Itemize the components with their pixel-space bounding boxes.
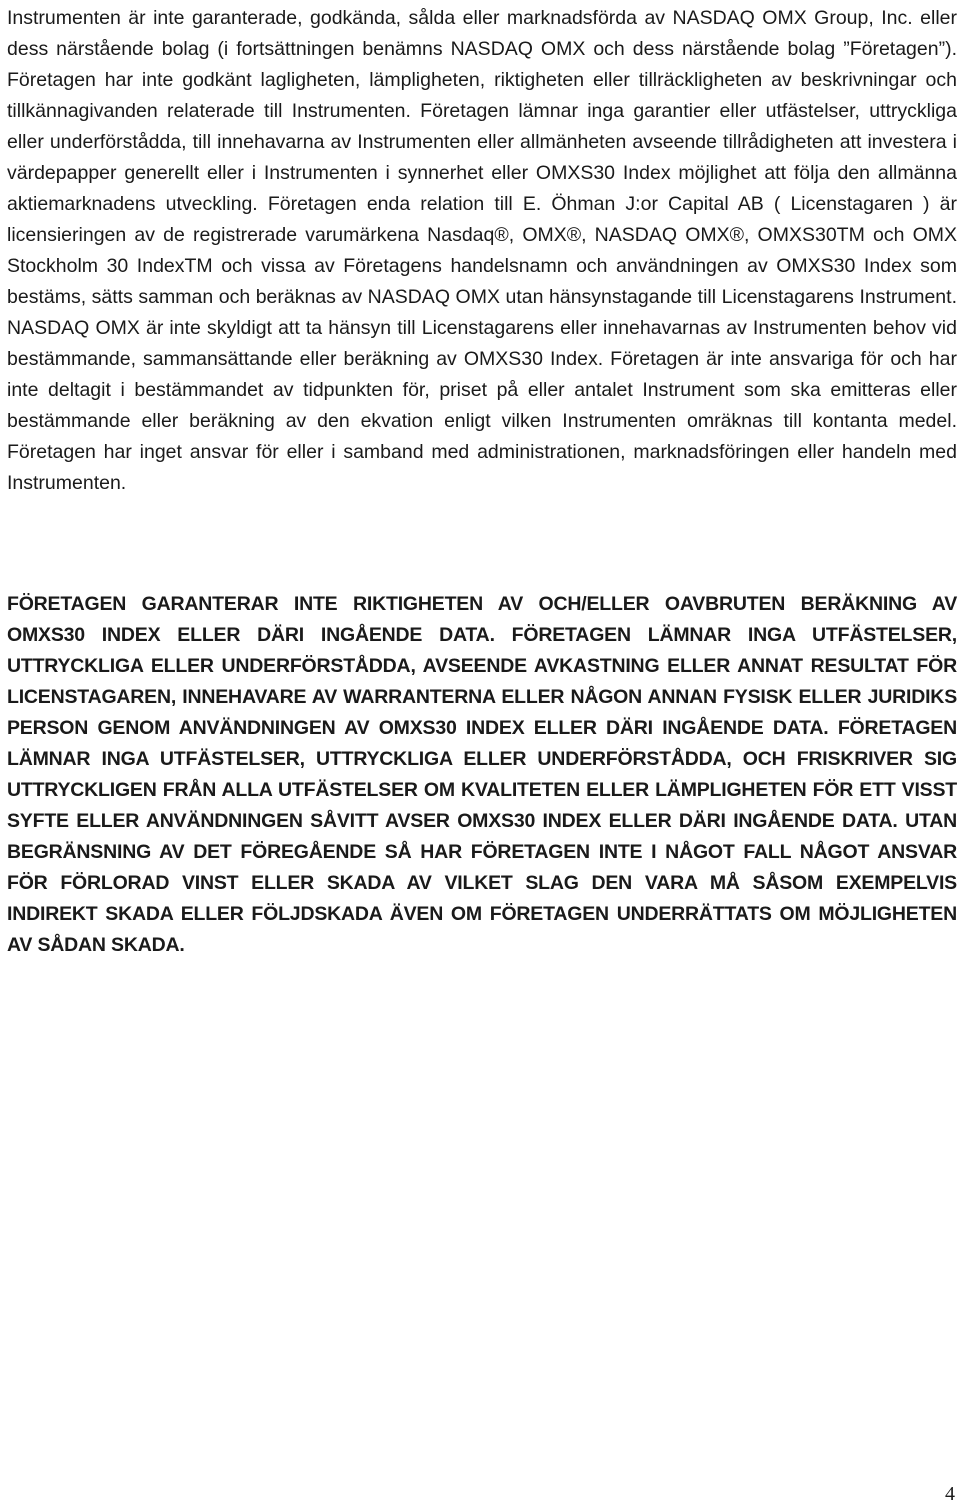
page-number: 4 — [945, 1483, 955, 1505]
license-disclaimer-paragraph: Instrumenten är inte garanterade, godkända, sålda eller marknadsförda av NASDAQ OMX Group, Inc. eller dess närstående bolag (i fortsättningen benämns NASDAQ OMX och dess närstående bolag ”Företagen”). Företagen har inte godkänt lagligheten, lämpligheten, riktigheten eller tillräckligheten av beskrivningar och tillkännagivanden relaterade till Instrumenten. Företagen lämnar inga garantier eller utfästelser, uttryckliga eller underförstådda, till innehavarna av Instrumenten eller allmänheten avseende tillrådigheten att investera i värdepapper generellt eller i Instrumenten i synnerhet eller OMXS30 Index möjlighet att följa den allmänna aktiemarknadens utveckling. Företagen enda relation till E. Öhman J:or Capital AB ( Licenstagaren ) är licensieringen av de registrerade varumärkena Nasdaq®, OMX®, NASDAQ OMX®, OMXS30TM och OMX Stockholm 30 IndexTM och vissa av Företagens handelsnamn och användningen av OMXS30 Index som bestäms, sätts samman och beräknas av NASDAQ OMX utan hänsynstagande till Licenstagarens Instrument. NASDAQ OMX är inte skyldigt att ta hänsyn till Licenstagarens eller innehavarnas av Instrumenten behov vid bestämmande, sammansättande eller beräkning av OMXS30 Index. Företagen är inte ansvariga för och har inte deltagit i bestämmandet av tidpunkten för, priset på eller antalet Instrument som ska emitteras eller bestämmande eller beräkning av den ekvation enligt vilken Instrumenten omräknas till kontanta medel. Företagen har inget ansvar för eller i samband med administrationen, marknadsföringen eller handeln med Instrumenten. — [7, 7, 957, 494]
warranty-disclaimer-paragraph: FÖRETAGEN GARANTERAR INTE RIKTIGHETEN AV OCH/ELLER OAVBRUTEN BERÄKNING AV OMXS30 INDEX ELLER DÄRI INGÅENDE DATA. FÖRETAGEN LÄMNAR INGA UTFÄSTELSER, UTTRYCKLIGA ELLER UNDERFÖRSTÅDDA, AVSEENDE AVKASTNING ELLER ANNAT RESULTAT FÖR LICENSTAGAREN, INNEHAVARE AV WARRANTERNA ELLER NÅGON ANNAN FYSISK ELLER JURIDIKS PERSON GENOM ANVÄNDNINGEN AV OMXS30 INDEX ELLER DÄRI INGÅENDE DATA. FÖRETAGEN LÄMNAR INGA UTFÄSTELSER, UTTRYCKLIGA ELLER UNDERFÖRSTÅDDA, OCH FRISKRIVER SIG UTTRYCKLIGEN FRÅN ALLA UTFÄSTELSER OM KVALITETEN ELLER LÄMPLIGHETEN FÖR ETT VISST SYFTE ELLER ANVÄNDNINGEN SÅVITT AVSER OMXS30 INDEX ELLER DÄRI INGÅENDE DATA. UTAN BEGRÄNSNING AV DET FÖREGÅENDE SÅ HAR FÖRETAGEN INTE I NÅGOT FALL NÅGOT ANSVAR FÖR FÖRLORAD VINST ELLER SKADA AV VILKET SLAG DEN VARA MÅ SÅSOM EXEMPELVIS INDIREKT SKADA ELLER FÖLJDSKADA ÄVEN OM FÖRETAGEN UNDERRÄTTATS OM MÖJLIGHETEN AV SÅDAN SKADA. — [7, 593, 957, 956]
